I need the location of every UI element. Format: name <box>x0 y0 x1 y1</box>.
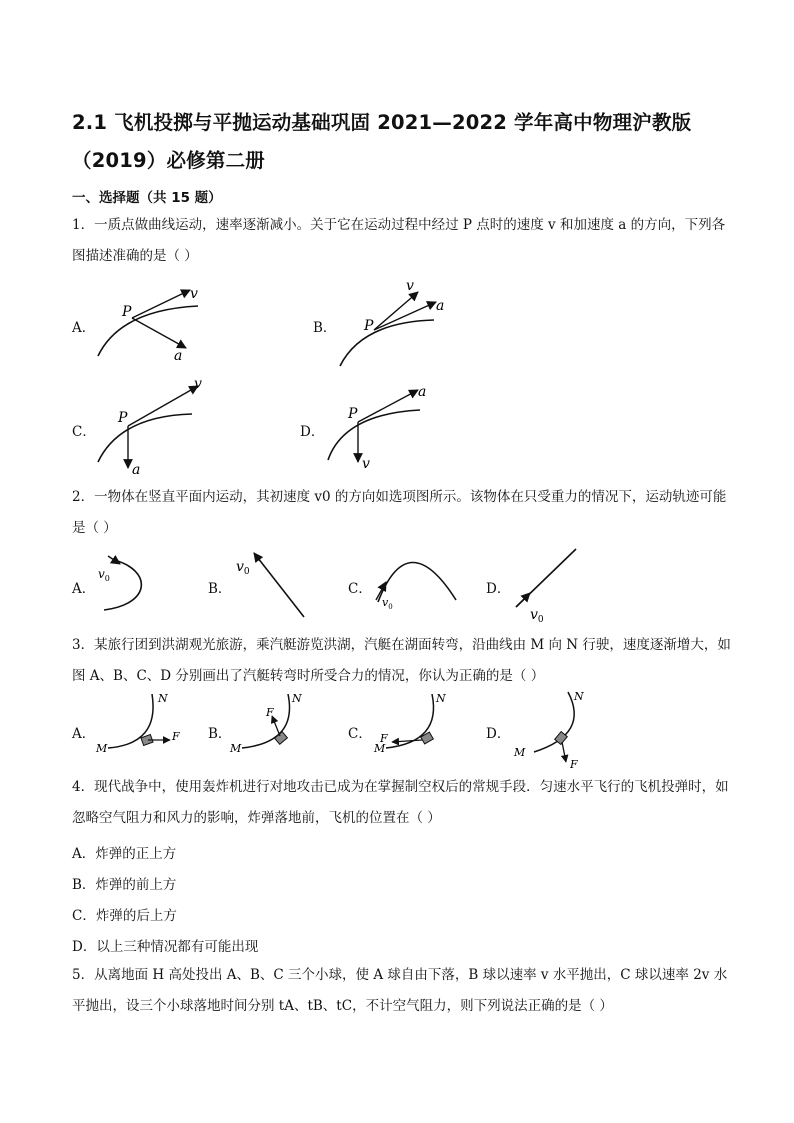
q1c-label-v: v <box>194 376 202 392</box>
q1d-label-v: v <box>362 456 370 472</box>
q3-option-d-figure <box>508 686 598 770</box>
q1-option-d-label: D． <box>300 424 325 440</box>
document-title: 2.1 飞机投掷与平抛运动基础巩固 2021—2022 学年高中物理沪教版（2019）必修第二册 <box>72 111 692 172</box>
q1-option-c-label: C． <box>72 424 96 440</box>
q1-option-a-label: A． <box>72 320 96 336</box>
q2-option-b-label: B． <box>208 581 232 597</box>
question-3-text: 3．某旅行团到洪湖观光旅游，乘汽艇游览洪湖，汽艇在湖面转弯，沿曲线由 M 向 N 行驶，速度逐渐增大，如图 A、B、C、D 分别画出了汽艇转弯时所受合力的情况，你认为正确的是（ ） <box>72 637 731 684</box>
q3-option-d-label: D． <box>486 726 511 742</box>
q3-option-c-label: C． <box>348 726 372 742</box>
section-heading: 一、选择题（共 15 题） <box>72 190 222 206</box>
q1-option-c-figure <box>94 376 224 476</box>
q1-option-a-figure <box>94 282 224 362</box>
q4-option-a: A．炸弹的正上方 <box>72 846 177 862</box>
q2-option-a-label: A． <box>72 581 96 597</box>
q1d-label-a: a <box>418 384 427 400</box>
svg-text:M: M <box>514 746 526 759</box>
q2-option-c-label: C． <box>348 581 372 597</box>
q1c-label-p: P <box>118 410 128 426</box>
svg-text:M: M <box>374 742 386 755</box>
svg-text:N: N <box>158 692 168 705</box>
q1-option-b-label: B． <box>313 320 337 336</box>
q4-option-c: C．炸弹的后上方 <box>72 908 177 924</box>
svg-text:N: N <box>436 692 446 705</box>
q4-option-d: D．以上三种情况都有可能出现 <box>72 939 259 955</box>
svg-text:v0: $v_0$ <box>530 607 544 625</box>
svg-text:F: F <box>380 732 388 745</box>
svg-text:F: F <box>172 730 180 743</box>
svg-text:F: F <box>570 758 578 771</box>
q1b-label-p: P <box>364 318 374 334</box>
svg-text:v0: $v_0$ <box>98 567 110 583</box>
question-5-text: 5．从离地面 H 高处投出 A、B、C 三个小球，使 A 球自由下落，B 球以速率 v 水平抛出，C 球以速率 2v 水平抛出，设三个小球落地时间分别 tA、tB、tC，不计空气阻力，则下列说法正确的是（ ） <box>72 967 728 1014</box>
q1c-label-a: a <box>132 462 141 478</box>
svg-text:M: M <box>96 742 108 755</box>
q1b-label-a: a <box>436 298 445 314</box>
q2-option-a-figure <box>94 552 164 614</box>
q3-option-b-label: B． <box>208 726 232 742</box>
question-2-text: 2．一物体在竖直平面内运动，其初速度 v0 的方向如选项图所示。该物体在只受重力的情况下，运动轨迹可能是（ ） <box>72 489 727 536</box>
question-1-text: 1．一质点做曲线运动，速率逐渐减小。关于它在运动过程中经过 P 点时的速度 v 和加速度 a 的方向，下列各图描述准确的是（ ） <box>72 217 726 264</box>
q2-option-b-figure <box>232 545 312 620</box>
q1a-label-p: P <box>122 304 132 320</box>
q1a-label-v: v <box>190 286 198 302</box>
svg-text:M: M <box>230 742 242 755</box>
q3-option-a-label: A． <box>72 726 96 742</box>
q2-option-d-label: D． <box>486 581 511 597</box>
svg-text:v0: $v_0$ <box>236 559 250 577</box>
q1d-label-p: P <box>348 406 358 422</box>
svg-text:v0: $v_0$ <box>382 596 393 611</box>
q2-option-d-figure <box>512 545 592 625</box>
q3-option-b-figure <box>228 690 318 754</box>
q3-option-a-figure <box>94 692 194 754</box>
q1b-label-v: v <box>406 278 414 294</box>
question-4-text: 4．现代战争中，使用轰炸机进行对地攻击已成为在掌握制空权后的常规手段．匀速水平飞行的飞机投弹时，如忽略空气阻力和风力的影响，炸弹落地前，飞机的位置在（ ） <box>72 779 729 826</box>
svg-text:F: F <box>266 706 274 719</box>
q4-option-b: B．炸弹的前上方 <box>72 877 177 893</box>
q1-option-b-figure <box>336 278 466 368</box>
svg-text:N: N <box>574 690 584 703</box>
q1-option-d-figure <box>324 380 454 475</box>
q3-option-c-figure <box>372 690 462 754</box>
q1a-label-a: a <box>174 348 183 364</box>
svg-text:N: N <box>292 692 302 705</box>
q2-option-c-figure <box>370 552 460 614</box>
